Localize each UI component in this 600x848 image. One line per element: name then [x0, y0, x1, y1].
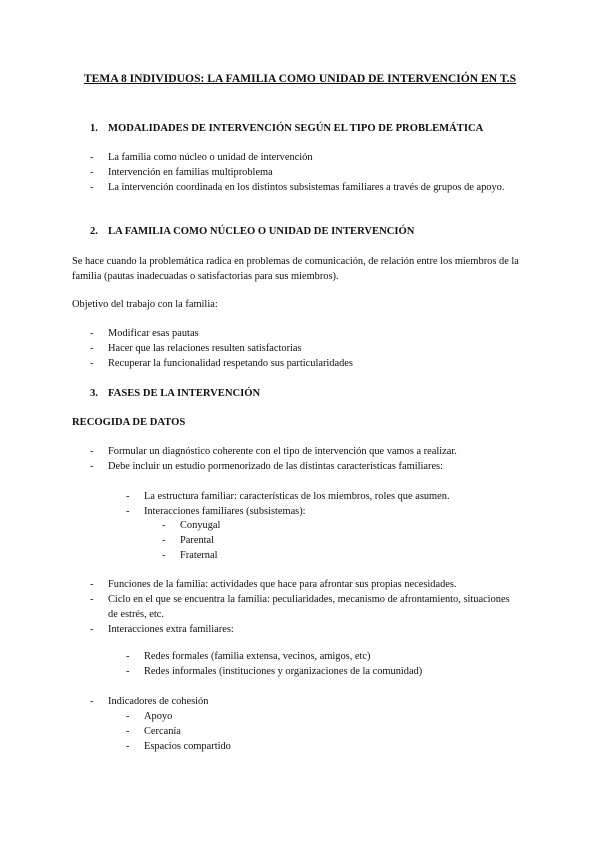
list-item: - Recuperar la funcionalidad respetando sus particularidades: [90, 358, 353, 369]
list-item: - Parental: [162, 535, 215, 546]
list-item: - Apoyo: [126, 711, 173, 722]
list-item: - Conyugal: [162, 520, 221, 531]
section-2-objective: Objetivo del trabajo con la familia:: [72, 299, 218, 310]
section-3-list-b: [126, 489, 526, 519]
section-3-list-d: [90, 577, 520, 637]
list-item: - Ciclo en el que se encuentra la familia: peculiaridades, mecanismo de afrontamiento, situaciones de estrés, etc.: [90, 594, 510, 620]
section-1-list: [90, 150, 520, 195]
list-item: - Modificar esas pautas: [90, 328, 199, 339]
list-item: - Interacciones extra familiares:: [90, 624, 234, 635]
section-3-heading-text: FASES DE LA INTERVENCIÓN: [108, 388, 261, 399]
section-3-list-g: [126, 709, 526, 754]
list-item: - Redes formales (familia extensa, vecinos, amigos, etc): [126, 651, 371, 662]
section-3-list-a: [90, 444, 520, 474]
section-3-number: 3.: [90, 388, 98, 399]
section-2-number: 2.: [90, 226, 98, 237]
section-3-list-c: [162, 518, 462, 563]
section-3-heading: [90, 386, 260, 401]
section-2-paragraph: Se hace cuando la problemática radica en problemas de comunicación, de relación entre los miembros de la familia (pautas inadecuadas o satisfactorias para sus miembros).: [72, 256, 519, 282]
list-item: - Espacios compartido: [126, 741, 231, 752]
list-item: - Formular un diagnóstico coherente con el tipo de intervención que vamos a realizar.: [90, 446, 457, 457]
list-item: - La familia como núcleo o unidad de intervención: [90, 152, 313, 163]
list-item: - Debe incluir un estudio pormenorizado de las distintas características familiares:: [90, 461, 443, 472]
section-1-heading: [90, 121, 483, 136]
document-title: TEMA 8 INDIVIDUOS: LA FAMILIA COMO UNIDAD DE INTERVENCIÓN EN T.S: [83, 72, 517, 85]
section-3-list-f: [90, 694, 520, 709]
list-item: - Redes informales (instituciones y organizaciones de la comunidad): [126, 666, 423, 677]
section-2-heading: [90, 224, 414, 239]
section-1-number: 1.: [90, 123, 98, 134]
section-3-subheading: RECOGIDA DE DATOS: [72, 417, 186, 428]
list-item: - Indicadores de cohesión: [90, 696, 209, 707]
list-item: - La estructura familiar: características de los miembros, roles que asumen.: [126, 491, 450, 502]
section-2-list: [90, 326, 520, 371]
list-item: - Funciones de la familia: actividades que hace para afrontar sus propias necesidades.: [90, 579, 457, 590]
list-item: - Cercanía: [126, 726, 181, 737]
list-item: - Interacciones familiares (subsistemas):: [126, 506, 306, 517]
section-3-list-e: [126, 649, 526, 679]
list-item: - Fraternal: [162, 550, 218, 561]
list-item: - La intervención coordinada en los distintos subsistemas familiares a través de grupos de apoyo.: [90, 182, 505, 193]
section-2-heading-text: LA FAMILIA COMO NÚCLEO O UNIDAD DE INTERVENCIÓN: [108, 226, 415, 237]
list-item: - Intervención en familias multiproblema: [90, 167, 273, 178]
list-item: - Hacer que las relaciones resulten satisfactorias: [90, 343, 302, 354]
section-1-heading-text: MODALIDADES DE INTERVENCIÓN SEGÚN EL TIPO DE PROBLEMÁTICA: [108, 123, 484, 134]
